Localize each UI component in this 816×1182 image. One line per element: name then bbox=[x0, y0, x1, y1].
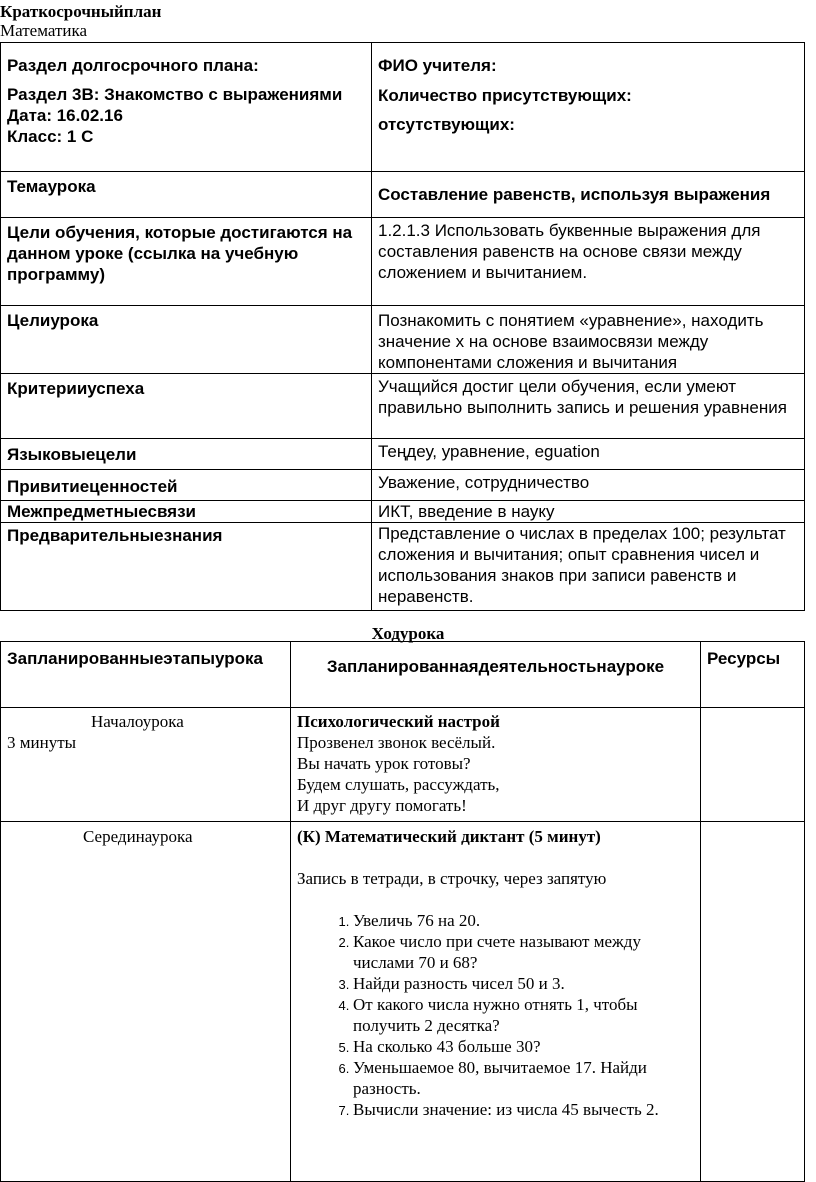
list-item: 6. Уменьшаемое 80, вычитаемое 17. Найди разность. bbox=[353, 1057, 694, 1099]
dictation-instruction: Запись в тетради, в строчку, через запятую bbox=[297, 869, 607, 888]
dictation-list bbox=[297, 910, 694, 1120]
row-label: Межпредметныесвязи bbox=[1, 501, 372, 523]
stage-name: Серединаурока bbox=[83, 827, 193, 846]
col-header-activity: Запланированнаядеятельностьнауроке bbox=[291, 642, 701, 708]
activity-heading: (К) Математический диктант (5 минут) bbox=[297, 827, 601, 846]
list-item: 4. От какого числа нужно отнять 1, чтобы получить 2 десятка? bbox=[353, 994, 694, 1036]
row-label: Языковыецели bbox=[1, 439, 372, 470]
col-header-stages: Запланированныеэтапыурока bbox=[1, 642, 291, 708]
plan-header-row bbox=[1, 43, 805, 172]
table-row bbox=[1, 523, 805, 611]
row-label: Темаурока bbox=[1, 172, 372, 218]
list-item: 2. Какое число при счете называют между числами 70 и 68? bbox=[353, 931, 694, 973]
class-name: Класс: 1 С bbox=[7, 127, 94, 146]
list-item: 3. Найди разность чисел 50 и 3. bbox=[353, 973, 694, 994]
lesson-plan-table bbox=[0, 42, 805, 611]
resources-cell bbox=[701, 822, 805, 1182]
row-label: Критерииуспеха bbox=[1, 374, 372, 439]
document-title: Краткосрочныйплан bbox=[0, 2, 162, 21]
activity-heading: Психологический настрой bbox=[297, 712, 500, 731]
row-value: Учащийся достиг цели обучения, если умеют правильно выполнить запись и решения уравнения bbox=[372, 374, 805, 439]
table-row bbox=[1, 470, 805, 501]
table-row bbox=[1, 218, 805, 306]
poem-line: Будем слушать, рассуждать, bbox=[297, 775, 500, 794]
row-label: Предварительныезнания bbox=[1, 523, 372, 611]
stage-duration: 3 минуты bbox=[7, 733, 77, 752]
stage-cell bbox=[1, 708, 291, 822]
table-row bbox=[1, 708, 805, 822]
absent-label: отсутствующих: bbox=[378, 115, 515, 134]
list-item: 5. На сколько 43 больше 30? bbox=[353, 1036, 694, 1057]
activity-cell bbox=[291, 822, 701, 1182]
activity-cell bbox=[291, 708, 701, 822]
poem-line: Прозвенел звонок весёлый. bbox=[297, 733, 496, 752]
teacher-label: ФИО учителя: bbox=[378, 56, 497, 75]
poem-line: И друг другу помогать! bbox=[297, 796, 467, 815]
progress-header-row bbox=[1, 642, 805, 708]
row-label: Целиурока bbox=[1, 306, 372, 374]
progress-title: Ходурока bbox=[371, 624, 445, 643]
row-label: Привитиеценностей bbox=[1, 470, 372, 501]
table-row bbox=[1, 439, 805, 470]
list-item: 7. Вычисли значение: из числа 45 вычесть 2. bbox=[353, 1099, 694, 1120]
section-value: Раздел 3В: Знакомство с выражениями bbox=[7, 85, 343, 104]
stage-name: Началоурока bbox=[91, 712, 184, 731]
row-label: Цели обучения, которые достигаются на данном уроке (ссылка на учебную программу) bbox=[1, 218, 372, 306]
subject-name: Математика bbox=[0, 21, 88, 40]
table-row bbox=[1, 501, 805, 523]
row-value: Теңдеу, уравнение, eguation bbox=[372, 439, 805, 470]
table-row bbox=[1, 822, 805, 1182]
present-label: Количество присутствующих: bbox=[378, 86, 632, 105]
row-value: Уважение, сотрудничество bbox=[372, 470, 805, 501]
poem-line: Вы начать урок готовы? bbox=[297, 754, 471, 773]
table-row bbox=[1, 306, 805, 374]
row-value: Познакомить с понятием «уравнение», находить значение х на основе взаимосвязи между компонентами сложения и вычитания bbox=[372, 306, 805, 374]
lesson-progress-table bbox=[0, 641, 805, 1182]
lesson-date: Дата: 16.02.16 bbox=[7, 106, 123, 125]
row-value: Представление о числах в пределах 100; результат сложения и вычитания; опыт сравнения чисел и использования знаков при записи равенств и неравенств. bbox=[372, 523, 805, 611]
row-value: 1.2.1.3 Использовать буквенные выражения для составления равенств на основе связи между сложением и вычитанием. bbox=[372, 218, 805, 306]
lesson-topic: Составление равенств, используя выражения bbox=[372, 172, 805, 218]
row-value: ИКТ, введение в науку bbox=[372, 501, 805, 523]
col-header-resources: Ресурсы bbox=[701, 642, 805, 708]
table-row bbox=[1, 172, 805, 218]
list-item: 1. Увеличь 76 на 20. bbox=[353, 910, 694, 931]
section-label: Раздел долгосрочного плана: bbox=[7, 56, 259, 75]
resources-cell bbox=[701, 708, 805, 822]
stage-cell bbox=[1, 822, 291, 1182]
table-row bbox=[1, 374, 805, 439]
